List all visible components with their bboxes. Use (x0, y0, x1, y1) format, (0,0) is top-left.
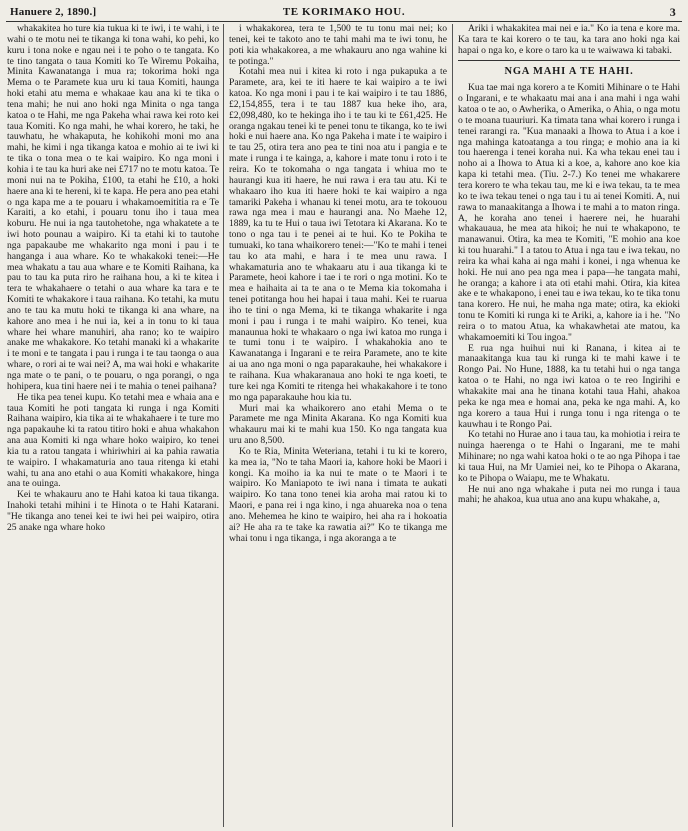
column-2 (229, 24, 447, 827)
paragraph: E rua nga huihui nui ki Ranana, i kitea ai te manaakitanga kua tau ki runga ki te mahi kawe i te Rongo Pai. No Hune, 1888, ka tu tetahi hui o nga tanga katoa o te Hahi, no nga iwi katoa o te reo Ingirihi e whakakite mai ana he tinana kotahi taua Hahi, ahakoa peka ke nga mea e homai ana, peka ke nga mahi. A, ko nga korero a taua Hui i runga tonu i nga ritenga o te kauwhau i te Rongo Pai. (458, 342, 680, 430)
paragraph: Kotahi mea nui i kitea ki roto i nga pukapuka a te Paramete, ara, kei te iti haere te kai waipiro a te iwi katoa. Ko nga moni i pau i te kai waipiro i te tau 1886, £2,154,855, tera i te tau 1887 kua heke iho, ara, £2,098,480, ko te hekinga iho i te tau ki te £61,425. He oranga ngakau tenei ki te penei tonu te tikanga, ko te iwi hoki e nui haere ana. Ko nga Pakeha i mate i te waipiro i te tau 25, otira tera ano pea te tini noa atu i pangia e te mate i runga i te kainga, a, kahore i mate tonu i roto i te reira. Ko te tokomaha o nga tangata i whiua mo te haurangi kua iti haere, he nui rawa i era tau atu. Ki te whakaaro iho kua iti haere hoki te kai waipiro a nga tamariki Pakeha i whanau ki tenei motu, ara te tokouou rawa nga mea i mau e haurangi ana. No Maehe 12, 1889, ka tu te Hui o taua iwi Tetotara ki Akarana. Ko te tono o nga tau i te penei ai te hui. Ko te Pokiha te tumuaki, ko tana whaikorero tenei:—"Ko te mahi i tenei tau ko ata mahi, e hara i te mea unu rawa. I whakamaturia ano te whakaaru atu i aua tikanga ki te Paramete, heoi kahore i tae i te rori o nga motini. Ko te mea e haihaita ai ta te ana o te Mema kia tokomaha i tenei potitanga hou hei hapai i taua mahi. Kei te ruarua iho te tini o nga Mema, ki te tikanga whakarite i nga moni i pau i runga i te mahi waipiro. Ko tenei, kua manaunua hoki te whakaaro o nga iwi katoa mo runga i te tumi tonu i te waipiro. I whakahokia ano te Kawanatanga i Ingarani e te reira Paramete, ano te kite ai ua ano nga moni o nga paparakauhe, hei whakakore i te raihana. Kua whakaranaua ano hoki te nga koeti, te ture kei nga Komiti te ritenga hei whakakahore i te tono mo nga paparakauhe hou kia tu. (229, 66, 447, 403)
paragraph: i whakakorea, tera te 1,500 te tu tonu mai nei; ko tenei, kei te takoto ano te tahi mahi ma te iwi tonu, he poti kia whakakorea, a me whakauru ano nga wahine ki te potinga." (229, 24, 447, 67)
newspaper-title: TE KORIMAKO HOU. (282, 6, 406, 18)
column-divider-2 (452, 24, 453, 827)
column-3 (458, 24, 680, 827)
paragraph: Kua tae mai nga korero a te Komiti Mihinare o te Hahi o Ingarani, e te whakaatu mai ana i ana mahi i nga wahi katoa o te ao, o Awherika, o Amerika, o Ahia, o nga motu o te moana tuauriuri. Ka timata tana whai korero i runga i tenei rarangi ra. "Kua manaaki a Ihowa to Atua i a koe i nga mahinga katoatanga a tou ringa; e mohio ana ia ki tou haerenga i tenei koraha nui. Ka wha tekau enei tau i noho ai a Ihowa to Atua ki a koe, a, kahore ano koe kia kapa ki tetahi mea. (Tiu. 2-7.) Ko tenei me whakarere tera korero te wha tekau tau, me ki e iwa tekau, ta te mea ko te iwa tekau tenei o nga tau i tu ai tenei Komiti. A, nui rawa to manaakitanga a Ihowa i te mahi a to maton ringa. A, he koraha ano tenei i haerere nei, he huarahi whakauaua, he mea ata hikoi; he nui te whakapono, te manawanui. Otira, ka mea te Komiti, "E mohio ana koe ki tou huarahi." I a tatou to Atua i nga tau e iwa tekau, no reira ka whai kaha ai nga mahi i konei, i nga whenua ke hoki. He nui ano pea nga mea i papa—he tangata mahi, he oranga; a kahore i ata oti etahi mahi. Otira, kia kitea ake e te whakapono, i enei tau e iwa tekau, ko te tika tonu tana korero. He nui, he maha nga mate; otira, ka ekioki tonu te Komiti ki runga ki te Ariki, a, kahore ia i he. "No reira o to matou Atua, ka whakawhetai ate matou, ka whakamoemiti ki Tou ingoa." (458, 82, 680, 343)
paragraph: Kei te whakauru ano te Hahi katoa ki taua tikanga. Inahoki tetahi mihini i te Hinota o te Hahi Katarani. "He tikanga ano tenei kei te iwi hei pei waipiro, otira 25 anake nga whare hoko (7, 489, 219, 533)
section-heading: NGA MAHI A TE HAHI. (504, 65, 634, 77)
column-divider-1 (223, 24, 224, 827)
column-1 (7, 24, 219, 827)
header-rule (6, 21, 682, 22)
section-rule (458, 60, 680, 61)
paragraph: Ariki i whakakitea mai nei e ia." Ko ia tena e kore ma. Ka tara te kai korero o te tau, ka tara ano hoki nga kai hapai o nga ko, e kore o taro ka u te waiwawa ki tabaki. (458, 24, 680, 56)
paragraph: Muri mai ka whaikorero ano etahi Mema o te Paramete me nga Minita Akarana. Ko nga Komiti kua whakauru mai ki te mahi kua 150. Ko nga tangata kua uru ano 8,500. (229, 402, 447, 447)
paragraph: Ko tetahi no Hurae ano i taua tau, ka mohiotia i reira te nuinga haerenga o te Hahi o Ingarani, me te mahi Mihinare; no nga wahi katoa hoki o te ao nga Pihopa i tae ki taua Hui, na Mr Uamiei nei, ko te Pihopa o Akarana, ko te Pihopa o Waiapu, me te Whakatu. (458, 429, 680, 484)
paragraph: He tika pea tenei kupu. Ko tetahi mea e whaia ana e taua Komiti he poti tangata ki runga i nga Komiti Raihana waipiro, kia tika ai te whakahaere i te ture mo nga papakauhe ki ta ratou titiro hoki e ahua whakahon ana aua Komiti ki nga whare hoko waipiro, ko tenei kia tu a ratou tangata i whiriwhiri ai ka pahia rawatia te waipiro. I whakamaturia ano taua ritenga ki etahi wahi, tu ana ano etahi o aua Komiti whakakore, hinga ana te ouinga. (7, 391, 219, 490)
paragraph: whakakitea ho ture kia tukua ki te iwi, i te wahi, i te wahi o te motu nei te tikanga ki tona wahi, ko pehi, ko kuru i tona noke e ngau nei i te poho o te tangata. Ko te tino tangata o taua Komiti ko Te Wiremu Pokaiha, Minita Kawanatanga i mua ra; tokorima hoki nga Mema o te Paramete kua uru ki taua Komiti, haunga hoki etahi atu mema e whakaae kau ana ki te tika o tena mahi; he nui ano hoki nga Minita o nga tanga katoa o te Hahi, me nga Pakeha whai rawa kei roto kei taua Komiti. Ko nga mahi, he whai korero, he taki, he tauwhatu, he whakaputa, he kohikohi moni mo ana mahi, he kimi i nga tikanga katoa e mohio ai te iwi ki te tika o tona mea o te kai waipiro. Ko nga moni i kohia i te tau ka huri ake nei £717 no te motu katoa. Te moni nui na te Pokiha, £100, ta etahi he £10, a hoki haere ana ki te hereni, ki te kapa. He pera ano pea etahi o nga kapa me a te pouaru i whakamoemititia ra e Te Karaiti, a ko etahi, i pouaru tonu iho i taua mea koburu. He nui ia nga tautohetohe, nga whakatete a te iwi hoto pounau a waipiro. Ki ta etahi ki to tautohe nga papakaube me whakarito nga moni i pau i te hanganga i aua whare. Ko te whakakoki tenei:—He mea whakatu a tau aua whare e te Komiti Raihana, ka pau to tau ka puta riro he raihana hou, a ki te kitea i tera te whakahaere o tetahi o aua whare ka tara e te Komiti te whakakore i taua raihana. Ko tetahi, ka mutu ano te tau ka mutu hoki te tikanga ki ana whare, na kahore ano mea i he nui ia, kei a in tonu to ki taua whare hei whare manuhiri, aha rano; ko te waipiro anake me whakakore. Ko tetahi manaki ki a whakarite i te moni e te tangata i pau i runga i te tau taonga o aua whare, o rori ai te wai nei? A, ma wai hoki e whakarite nga mate o te pani, o te pouaru, o nga porangi, o nga hohipera, kua tini haere nei i te mahia o tenei paihana? (7, 24, 219, 392)
page-number: 3 (669, 5, 676, 19)
issue-date: Hanuere 2, 1890.] (10, 6, 97, 18)
page-header (6, 5, 682, 21)
paragraph: Ko te Ria, Minita Weteriana, tetahi i tu ki te korero, ka mea ia, "No te taha Maori ia, kahore hoki be Maori i kongi. Ka moiho ia ka nui te mate o te Maori i te waipiro. Ko Maniapoto te iwi nana i timata te aukati waipiro. Ko tana tono tenei kia aroha mai ratou ki to Maori, e pana rei i nga kino, i nga ahuareka noa o tena ano. Mehemea he kino te waipiro, hei aha ra i hokoatia ai? He aha ra te take ka rawatia ai?" Ko te tikanga me whai tonu i nga tikanga, i nga akoranga a te (229, 445, 447, 544)
paragraph: He nui ano nga whakahe i puta nei mo runga i taua mahi; he ahakoa, kua utua ano ana kupu whakahe, a, (458, 483, 680, 506)
